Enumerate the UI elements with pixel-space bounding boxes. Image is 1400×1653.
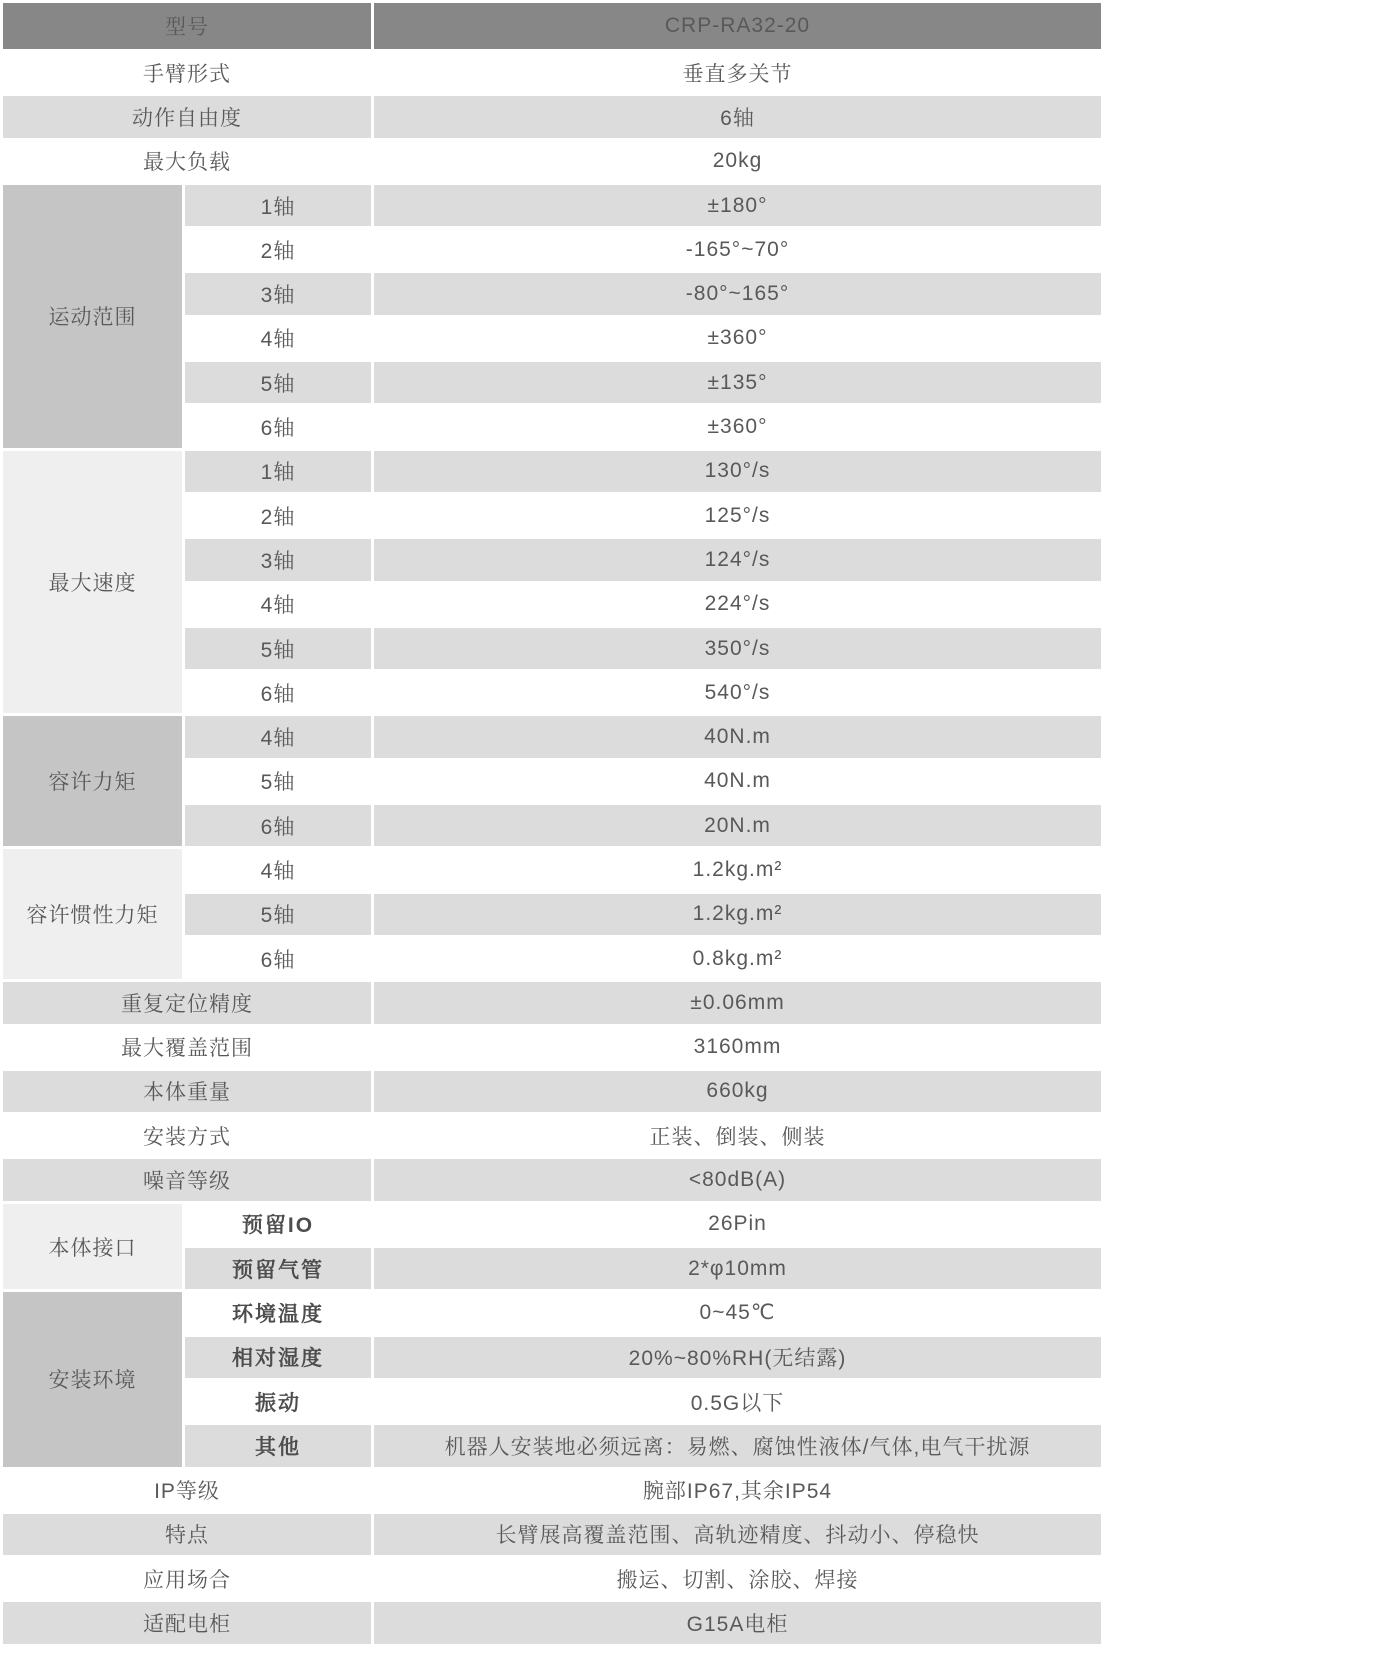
table-row [2,1557,1103,1601]
row-value-cell: 125°/s [373,493,1103,537]
row-value-cell: G15A电柜 [373,1601,1103,1645]
row-value-cell: 0.8kg.m² [373,936,1103,980]
row-value-cell: 40N.m [373,715,1103,759]
table-row [2,449,1103,493]
row-value-cell: <80dB(A) [373,1158,1103,1202]
table-row [2,1158,1103,1202]
row-value-cell: 3160mm [373,1025,1103,1069]
sub-label-cell: 3轴 [184,538,373,582]
group-label-cell: 最大速度 [2,449,184,715]
row-value-cell: 40N.m [373,759,1103,803]
row-value-cell: 20kg [373,139,1103,183]
sub-label-cell: 5轴 [184,892,373,936]
table-row [2,1601,1103,1645]
model-label-cell: 型号 [2,2,373,51]
table-row [2,1512,1103,1556]
row-value-cell: ±135° [373,361,1103,405]
sub-label-cell: 振动 [184,1379,373,1423]
row-value-cell: 0~45℃ [373,1291,1103,1335]
row-value-cell: 搬运、切割、涂胶、焊接 [373,1557,1103,1601]
table-row [2,1114,1103,1158]
row-label-cell: 适配电柜 [2,1601,373,1645]
table-row [2,1202,1103,1246]
row-label-cell: 重复定位精度 [2,981,373,1025]
row-value-cell: 垂直多关节 [373,51,1103,95]
row-value-cell: 0.5G以下 [373,1379,1103,1423]
row-label-cell: 手臂形式 [2,51,373,95]
row-value-cell: 长臂展高覆盖范围、高轨迹精度、抖动小、停稳快 [373,1512,1103,1556]
table-row [2,1069,1103,1113]
row-value-cell: 1.2kg.m² [373,892,1103,936]
group-label-cell: 本体接口 [2,1202,184,1291]
row-value-cell: 26Pin [373,1202,1103,1246]
sub-label-cell: 6轴 [184,804,373,848]
row-value-cell: 224°/s [373,582,1103,626]
sub-label-cell: 6轴 [184,671,373,715]
row-value-cell: 540°/s [373,671,1103,715]
sub-label-cell: 4轴 [184,316,373,360]
group-label-cell: 容许力矩 [2,715,184,848]
spec-table-body [2,51,1103,1646]
model-value-cell: CRP-RA32-20 [373,2,1103,51]
row-value-cell: ±180° [373,183,1103,227]
row-label-cell: 最大覆盖范围 [2,1025,373,1069]
row-value-cell: 1.2kg.m² [373,848,1103,892]
group-label-cell: 运动范围 [2,183,184,449]
sub-label-cell: 4轴 [184,582,373,626]
sub-label-cell: 4轴 [184,848,373,892]
table-row [2,51,1103,95]
row-value-cell: -165°~70° [373,228,1103,272]
row-value-cell: 660kg [373,1069,1103,1113]
row-value-cell: ±0.06mm [373,981,1103,1025]
row-label-cell: IP等级 [2,1468,373,1512]
row-label-cell: 动作自由度 [2,95,373,139]
row-value-cell: 20%~80%RH(无结露) [373,1335,1103,1379]
row-value-cell: 腕部IP67,其余IP54 [373,1468,1103,1512]
sub-label-cell: 6轴 [184,936,373,980]
table-row [2,981,1103,1025]
row-label-cell: 应用场合 [2,1557,373,1601]
sub-label-cell: 2轴 [184,493,373,537]
row-label-cell: 本体重量 [2,1069,373,1113]
sub-label-cell: 3轴 [184,272,373,316]
row-value-cell: 20N.m [373,804,1103,848]
sub-label-cell: 相对湿度 [184,1335,373,1379]
group-label-cell: 安装环境 [2,1291,184,1468]
sub-label-cell: 4轴 [184,715,373,759]
sub-label-cell: 其他 [184,1424,373,1468]
table-row [2,95,1103,139]
row-value-cell: 130°/s [373,449,1103,493]
row-label-cell: 噪音等级 [2,1158,373,1202]
spec-header-row [2,2,1103,51]
row-value-cell: 350°/s [373,626,1103,670]
row-label-cell: 安装方式 [2,1114,373,1158]
table-row [2,715,1103,759]
row-value-cell: 2*φ10mm [373,1247,1103,1291]
sub-label-cell: 1轴 [184,183,373,227]
row-label-cell: 特点 [2,1512,373,1556]
table-row [2,1291,1103,1335]
sub-label-cell: 5轴 [184,759,373,803]
sub-label-cell: 5轴 [184,626,373,670]
row-value-cell: 正装、倒装、侧装 [373,1114,1103,1158]
row-label-cell: 最大负载 [2,139,373,183]
row-value-cell: ±360° [373,316,1103,360]
group-label-cell: 容许惯性力矩 [2,848,184,981]
table-row [2,848,1103,892]
table-row [2,1025,1103,1069]
table-row [2,139,1103,183]
row-value-cell: 机器人安装地必须远离：易燃、腐蚀性液体/气体,电气干扰源 [373,1424,1103,1468]
row-value-cell: 124°/s [373,538,1103,582]
sub-label-cell: 2轴 [184,228,373,272]
sub-label-cell: 预留气管 [184,1247,373,1291]
row-value-cell: ±360° [373,405,1103,449]
table-row [2,1468,1103,1512]
row-value-cell: 6轴 [373,95,1103,139]
sub-label-cell: 环境温度 [184,1291,373,1335]
sub-label-cell: 5轴 [184,361,373,405]
sub-label-cell: 1轴 [184,449,373,493]
table-row [2,183,1103,227]
sub-label-cell: 预留IO [184,1202,373,1246]
row-value-cell: -80°~165° [373,272,1103,316]
sub-label-cell: 6轴 [184,405,373,449]
